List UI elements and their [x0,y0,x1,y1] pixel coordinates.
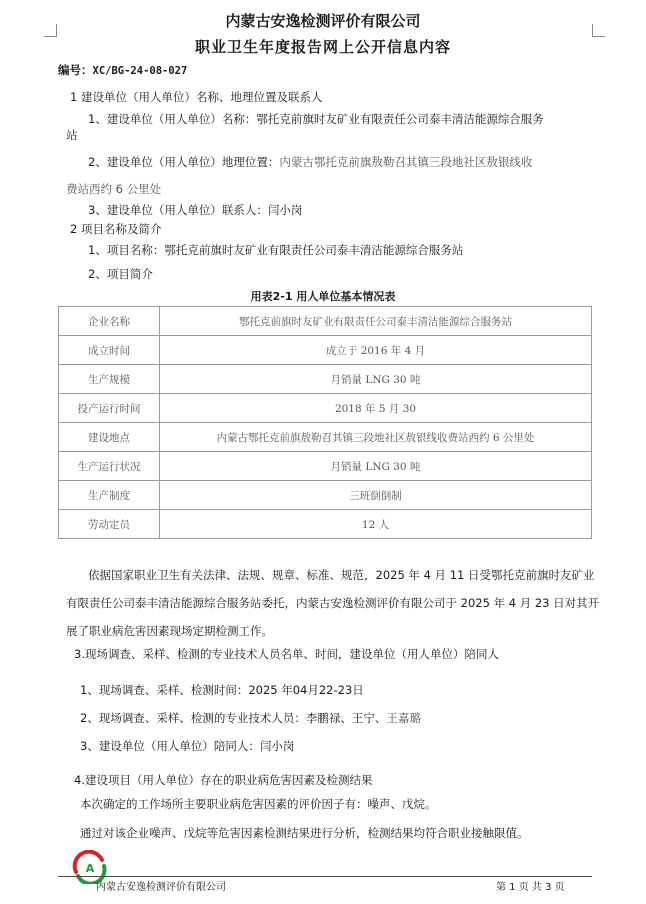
row-value: 月销量 LNG 30 吨 [160,365,592,394]
report-number [58,62,187,79]
unit-contact: 3、建设单位（用人单位）联系人：闫小岗 [88,203,303,217]
row-key: 投产运行时间 [59,394,160,423]
table-row [59,307,592,336]
footer-page-number: 第 1 页 共 3 页 [496,882,565,893]
survey-time: 1、现场调查、采样、检测时间：2025 年04月22-23日 [80,683,364,697]
section3-heading: 3.现场调查、采样、检测的专业技术人员名单、时间，建设单位（用人单位）陪同人 [74,647,499,661]
unit-location-label: 2、建设单位（用人单位）地理位置： [88,155,280,169]
table-row [59,452,592,481]
row-key: 企业名称 [59,307,160,336]
section1-heading: 1 建设单位（用人单位）名称、地理位置及联系人 [70,90,323,104]
footer-company: 内蒙古安逸检测评价有限公司 [96,882,226,893]
table-caption: 用表2-1 用人单位基本情况表 [250,290,396,303]
logo-letter: A [85,862,95,875]
row-key: 生产制度 [59,481,160,510]
row-value: 三班倒倒制 [160,481,592,510]
survey-staff-last: 王嘉璐 [386,711,421,725]
unit-name-line2: 站 [66,128,78,142]
row-value: 成立于 2016 年 4 月 [160,336,592,365]
survey-staff-label: 2、现场调查、采样、检测的专业技术人员：李鹏禄、王宁、 [80,711,387,725]
report-number-label: 编号： [58,63,93,77]
table-row [59,365,592,394]
section4-heading: 4.建设项目（用人单位）存在的职业病危害因素及检测结果 [74,773,373,787]
row-value: 12 人 [160,510,592,539]
company-logo-icon [72,850,108,884]
project-intro-label: 2、项目简介 [88,267,153,281]
row-key: 建设地点 [59,423,160,452]
unit-name-line1: 1、建设单位（用人单位）名称：鄂托克前旗时友矿业有限责任公司泰丰清洁能源综合服务 [88,112,544,126]
table-row [59,394,592,423]
report-number-value: XC/BG-24-08-027 [92,65,188,77]
row-value: 鄂托克前旗时友矿业有限责任公司泰丰清洁能源综合服务站 [160,307,592,336]
footer-divider [58,876,592,877]
row-key: 生产规模 [59,365,160,394]
table-row [59,481,592,510]
company-title: 内蒙古安逸检测评价有限公司 [225,12,421,30]
row-key: 生产运行状况 [59,452,160,481]
table-row [59,336,592,365]
unit-location-line2: 费站西约 6 公里处 [66,182,162,196]
row-key: 劳动定员 [59,510,160,539]
row-value: 2018 年 5 月 30 [160,394,592,423]
unit-location-value: 内蒙古鄂托克前旗敖勒召其镇三段地社区敖银线收 [279,155,533,169]
row-value: 内蒙古鄂托克前旗敖勒召其镇三段地社区敖银线收费站西约 6 公里处 [160,423,592,452]
survey-staff [80,710,421,726]
row-value: 月销量 LNG 30 吨 [160,452,592,481]
body-paragraph-line1: 依据国家职业卫生有关法律、法规、规章、标准、规范，2025 年 4 月 11 日受鄂托克前旗时友矿业 [88,568,595,582]
body-paragraph-line2: 有限责任公司泰丰清洁能源综合服务站委托，内蒙古安逸检测评价有限公司于 2025 年 4 月 23 日对其开 [66,596,600,610]
body-paragraph-line3: 展了职业病危害因素现场定期检测工作。 [66,624,273,638]
unit-location-line1 [88,154,532,170]
survey-escort: 3、建设单位（用人单位）陪同人：闫小岗 [80,739,295,753]
detection-result: 通过对该企业噪声、戊烷等危害因素检测结果进行分析，检测结果均符合职业接触限值。 [80,826,529,840]
table-row [59,510,592,539]
row-key: 成立时间 [59,336,160,365]
project-name: 1、项目名称：鄂托克前旗时友矿业有限责任公司泰丰清洁能源综合服务站 [88,243,464,257]
basic-info-table [58,306,592,539]
section2-heading: 2 项目名称及简介 [70,222,162,236]
hazard-factors: 本次确定的工作场所主要职业病危害因素的评价因子有：噪声、戊烷。 [80,797,437,811]
document-title: 职业卫生年度报告网上公开信息内容 [194,38,451,56]
table-row [59,423,592,452]
